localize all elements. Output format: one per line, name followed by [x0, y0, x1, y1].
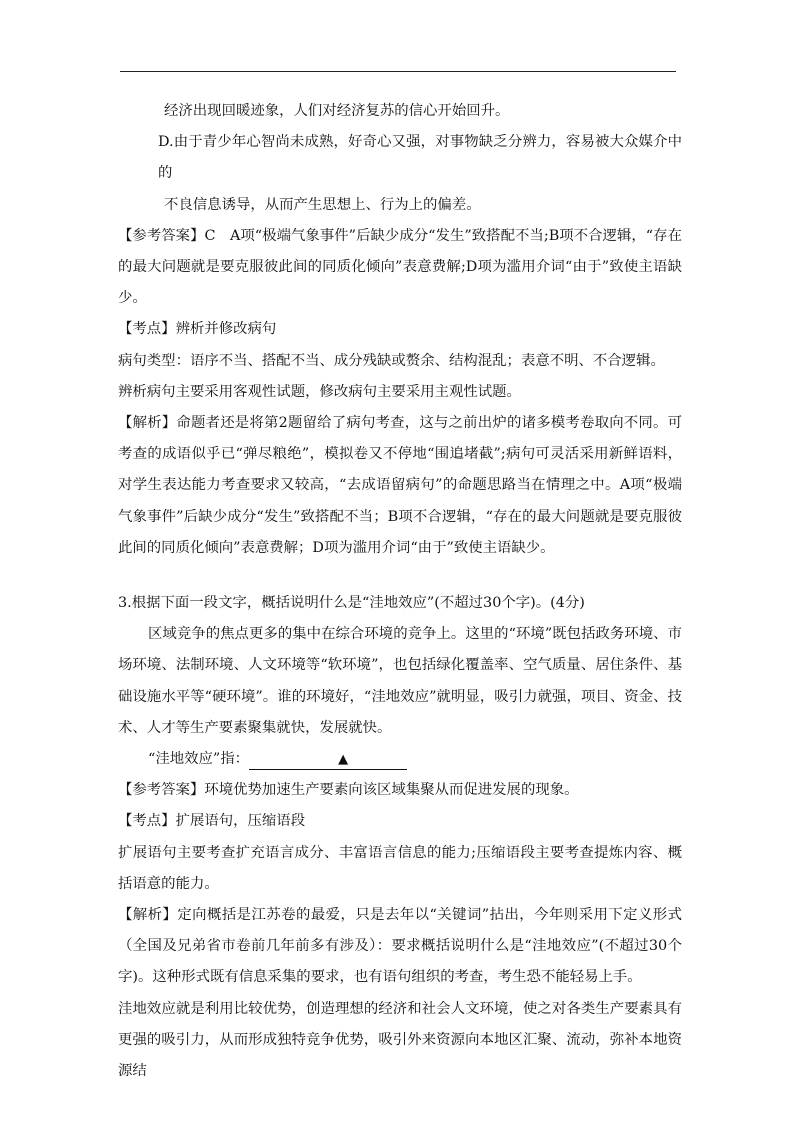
option-d-line2: 不良信息诱导，从而产生思想上、行为上的偏差。	[164, 196, 481, 213]
option-d-line1: D.由于青少年心智尚未成熟，好奇心又强，对事物缺乏分辨力，容易被大众媒介中的	[158, 134, 682, 182]
wadi-definition: 洼地效应就是利用比较优势，创造理想的经济和社会人文环境，使之对各类生产要素具有更强的吸引力，从而形成独特竞争优势，吸引外来资源向本地区汇聚、流动，弥补本地资源结	[118, 1000, 682, 1080]
jiexi-q2: 【解析】命题者还是将第2题留给了病句考查，这与之前出炉的诸多模考卷取向不同。可考查的成语似乎已“弹尽粮绝”，模拟卷又不停地“围追堵截”;病句可灵活采用新鲜语料，对学生表达能力考查要求又较高，“去成语留病句”的命题思路当在情理之中。A项“极端气象事件”后缺少成分“发生”致搭配不当；B项不合逻辑，“存在的最大问题就是要克服彼此间的同质化倾向”表意费解；D项为滥用介词“由于”致使主语缺少。	[118, 415, 682, 556]
question-3-fill-line	[118, 744, 682, 775]
document-body	[118, 96, 682, 1087]
triangle-icon: ▲	[338, 752, 349, 768]
header-rule	[120, 71, 676, 72]
question-3-stem: 3.根据下面一段文字，概括说明什么是“洼地效应”(不超过30个字)。(4分)	[118, 595, 585, 612]
answer-blank	[249, 750, 407, 770]
option-c-continuation: 经济出现回暖迹象，人们对经济复苏的信心开始回升。	[164, 103, 510, 119]
jiexi-q3: 【解析】定向概括是江苏卷的最爱，只是去年以“关键词”拈出，今年则采用下定义形式（全国及兄弟省市卷前几年前多有涉及）：要求概括说明什么是“洼地效应”(不超过30个字)。这种形式既有信息采集的要求，也有语句组织的考查，考生恐不能轻易上手。	[118, 907, 682, 986]
answer-q3: 【参考答案】环境优势加速生产要素向该区域集聚从而促进发展的现象。	[118, 782, 579, 799]
question-3-passage: 区域竞争的焦点更多的集中在综合环境的竞争上。这里的“环境”既包括政务环境、市场环境、法制环境、人文环境等“软环境”，也包括绿化覆盖率、空气质量、居住条件、基础设施水平等“硬环境”。谁的环境好，“洼地效应”就明显，吸引力就强，项目、资金、技术、人才等生产要素聚集就快，发展就快。	[118, 626, 682, 736]
kaodian-q3: 【考点】扩展语句，压缩语段	[118, 813, 306, 830]
kuozhan-desc: 扩展语句主要考查扩充语言成分、丰富语言信息的能力;压缩语段主要考查提炼内容、概括语意的能力。	[118, 844, 682, 892]
fill-prefix: “洼地效应”指：	[148, 751, 250, 768]
kaodian-q2: 【考点】辨析并修改病句	[118, 321, 277, 338]
section-gap	[118, 564, 682, 588]
answer-q2: 【参考答案】C A项“极端气象事件”后缺少成分“发生”致搭配不当;B项不合逻辑，“存在的最大问题就是要克服彼此间的同质化倾向”表意费解;D项为滥用介词“由于”致使主语缺少。	[118, 227, 682, 307]
bingju-types: 病句类型：语序不当、搭配不当、成分残缺或赘余、结构混乱；表意不明、不合逻辑。	[118, 352, 665, 369]
bingju-method: 辨析病句主要采用客观性试题，修改病句主要采用主观性试题。	[118, 383, 521, 400]
